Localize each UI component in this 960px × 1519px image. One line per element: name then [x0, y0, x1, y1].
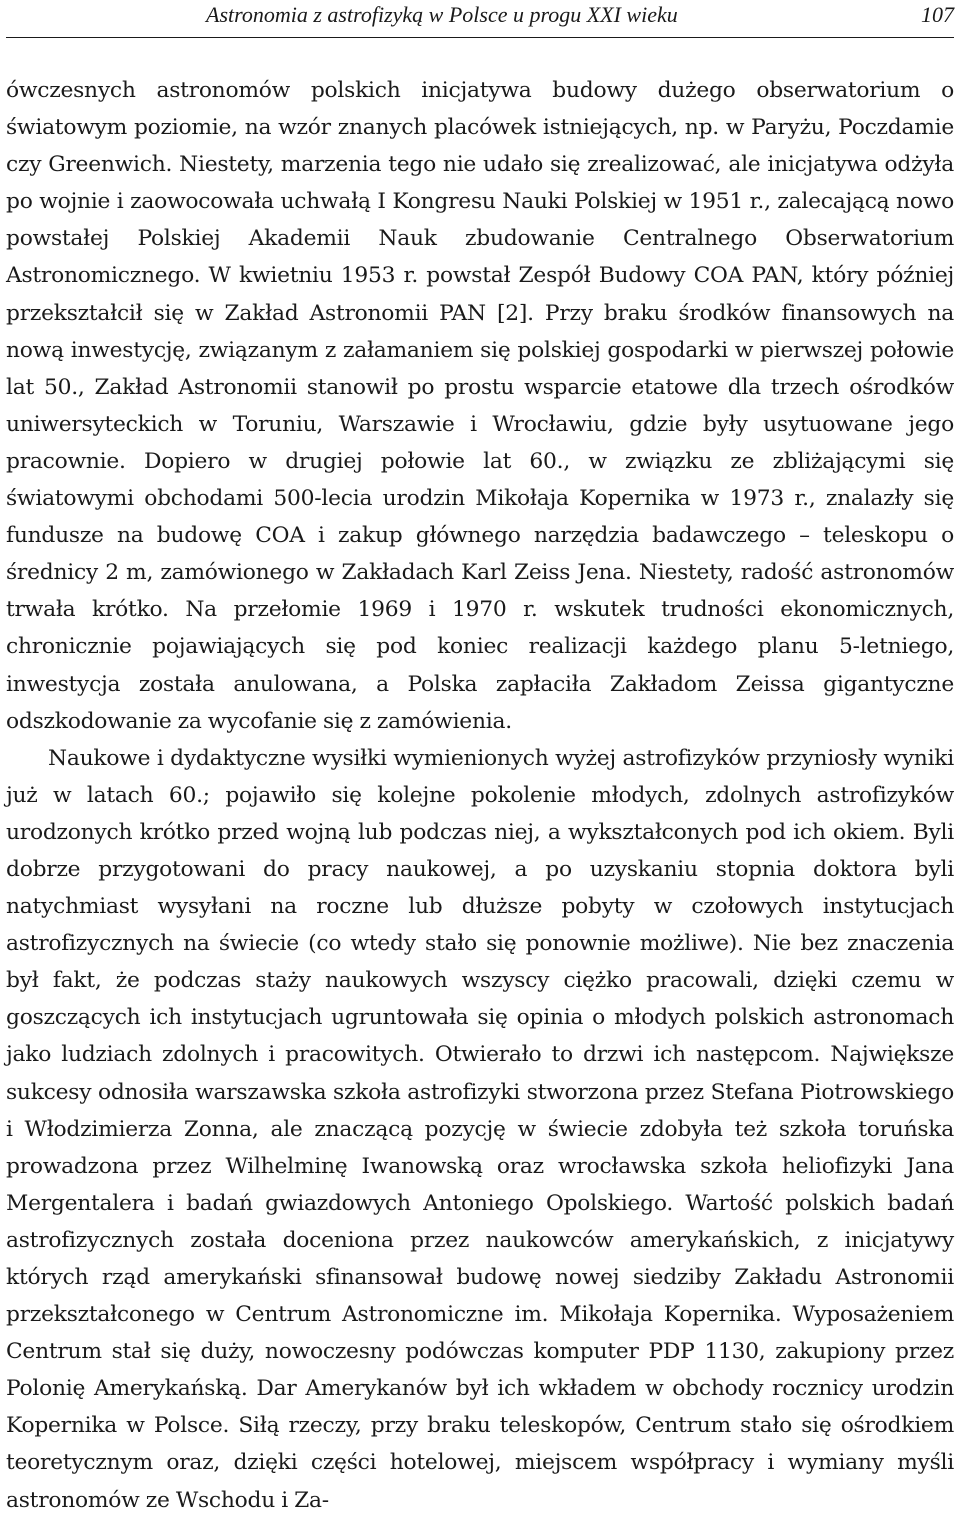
paragraph-1: ówczesnych astronomów polskich inicjatywa budowy dużego obserwatorium o światowym poziomie, na wzór znanych placówek istniejących, np. w Paryżu, Poczdamie czy Greenwich. Niestety, marzenia tego nie udało się zrealizować, ale inicjatywa odżyła po wojnie i zaowocowała uchwałą I Kongresu Nauki Polskiej w 1951 r., zalecającą nowo powstałej Polskiej Akademii Nauk zbudowanie Centralnego Obserwatorium Astronomicznego. W kwietniu 1953 r. powstał Zespół Budowy COA PAN, który później przekształcił się w Zakład Astronomii PAN [2]. Przy braku środków finansowych na nową inwestycję, związanym z załamaniem się polskiej gospodarki w pierwszej połowie lat 50., Zakład Astronomii stanowił po prostu wsparcie etatowe dla trzech ośrodków uniwersyteckich w Toruniu, Warszawie i Wrocławiu, gdzie były usytuowane jego pracownie. Dopiero w drugiej połowie lat 60., w związku ze zbliżającymi się światowymi obchodami 500-lecia urodzin Mikołaja Kopernika w 1973 r., znalazły się fundusze na budowę COA i zakup głównego narzędzia badawczego – teleskopu o średnicy 2 m, zamówionego w Zakładach Karl Zeiss Jena. Niestety, radość astronomów trwała krótko. Na przełomie 1969 i 1970 r. wskutek trudności ekonomicznych, chronicznie pojawiających się pod koniec realizacji każdego planu 5-letniego, inwestycja została anulowana, a Polska zapłaciła Zakładom Zeissa gigantyczne odszkodowanie za wycofanie się z zamówienia.: [6, 78, 954, 734]
body-text: [6, 72, 954, 1519]
header-rule: [6, 37, 954, 38]
paragraph-2: Naukowe i dydaktyczne wysiłki wymienionych wyżej astrofizyków przyniosły wyniki już w latach 60.; pojawiło się kolejne pokolenie młodych, zdolnych astrofizyków urodzonych krótko przed wojną lub podczas niej, a wykształconych pod ich okiem. Byli dobrze przygotowani do pracy naukowej, a po uzyskaniu stopnia doktora byli natychmiast wysyłani na roczne lub dłuższe pobyty w czołowych instytucjach astrofizycznych na świecie (co wtedy stało się ponownie możliwe). Nie bez znaczenia był fakt, że podczas staży naukowych wszyscy ciężko pracowali, dzięki czemu w goszczących ich instytucjach ugruntowała się opinia o młodych polskich astronomach jako ludziach zdolnych i pracowitych. Otwierało to drzwi ich następcom. Największe sukcesy odnosiła warszawska szkoła astrofizyki stworzona przez Stefana Piotrowskiego i Włodzimierza Zonna, ale znaczącą pozycję w świecie zdobyła też szkoła toruńska prowadzona przez Wilhelminę Iwanowską oraz wrocławska szkoła heliofizyki Jana Mergentalera i badań gwiazdowych Antoniego Opolskiego. Wartość polskich badań astrofizycznych została doceniona przez naukowców amerykańskich, z inicjatywy których rząd amerykański sfinansował budowę nowej siedziby Zakładu Astronomii przekształconego w Centrum Astronomiczne im. Mikołaja Kopernika. Wyposażeniem Centrum stał się duży, nowoczesny podówczas komputer PDP 1130, zakupiony przez Polonię Amerykańską. Dar Amerykanów był ich wkładem w obchody rocznicy urodzin Kopernika w Polsce. Siłą rzeczy, przy braku teleskopów, Centrum stało się ośrodkiem teoretycznym oraz, dzięki części hotelowej, miejscem współpracy i wymiany myśli astronomów ze Wschodu i Za-: [6, 745, 954, 1513]
running-header: [6, 0, 954, 34]
page-number: 107: [921, 2, 954, 27]
running-title: Astronomia z astrofizyką w Polsce u progu XXI wieku: [206, 2, 678, 27]
